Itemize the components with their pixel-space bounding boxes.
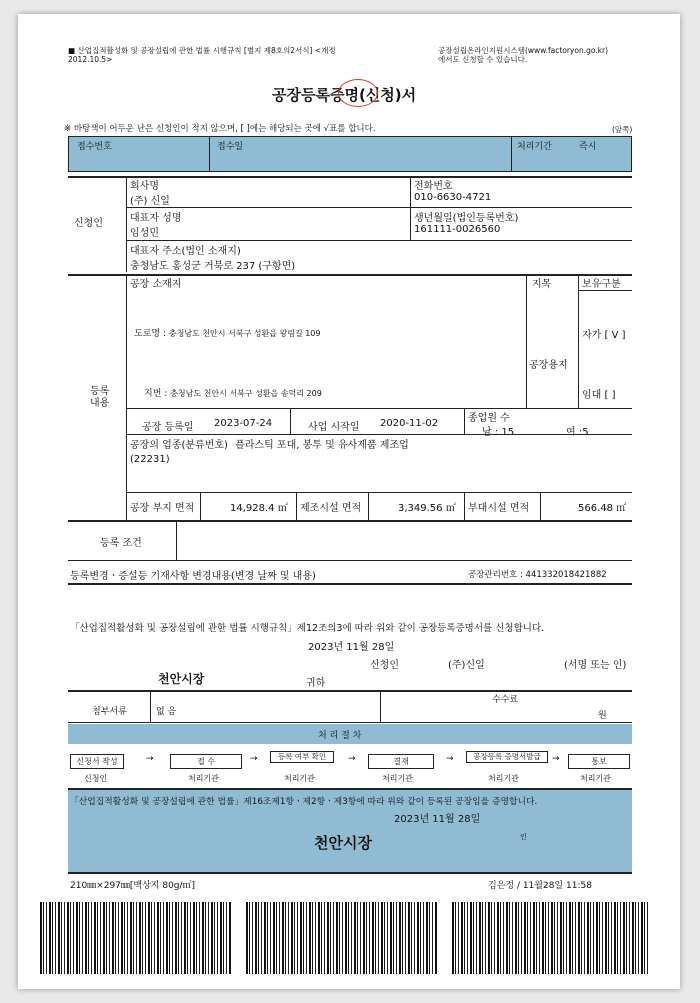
registration-conditions-label: 등록 조건 bbox=[100, 538, 142, 549]
land-category-value: 공장용지 bbox=[529, 360, 568, 371]
receipt-date-label: 접수일 bbox=[217, 142, 244, 152]
fee-unit: 원 bbox=[598, 711, 607, 721]
process-step-1-label: 신청서 작성 bbox=[76, 757, 118, 766]
registration-section-label bbox=[90, 386, 109, 410]
phone-label: 전화번호 bbox=[414, 181, 453, 192]
ownership-label: 보유구분 bbox=[582, 279, 621, 290]
application-date: 2023년 11월 28일 bbox=[308, 642, 395, 653]
receipt-number-label: 접수번호 bbox=[77, 142, 112, 152]
security-barcode-1 bbox=[40, 902, 232, 974]
industry-code: (22231) bbox=[130, 454, 170, 465]
instruction-note: ※ 바탕색이 어두운 난은 신청인이 적지 않으며, [ ]에는 해당되는 곳에 √표를 합니다. bbox=[64, 124, 376, 134]
address-value: 충청남도 홍성군 거북로 237 (구항면) bbox=[130, 261, 296, 272]
security-barcode-2 bbox=[246, 902, 438, 974]
issued-by-timestamp: 김은정 / 11월28일 11:58 bbox=[488, 881, 592, 891]
document-page bbox=[18, 14, 680, 989]
process-step-6 bbox=[568, 754, 630, 769]
applicant-sign-value: (주)신일 bbox=[448, 660, 485, 671]
road-address-label: 도로명 : bbox=[134, 329, 166, 339]
attachments-label: 첨부서류 bbox=[92, 707, 127, 717]
employees-label: 종업원 수 bbox=[468, 413, 510, 424]
form-legal-note bbox=[68, 46, 336, 64]
lot-address-label: 지번 : bbox=[144, 389, 168, 399]
site-area-label: 공장 부지 면적 bbox=[130, 503, 195, 514]
processing-period-label: 처리기간 bbox=[517, 142, 552, 152]
process-arrow-3: → bbox=[348, 754, 356, 764]
receipt-row bbox=[68, 136, 632, 172]
red-circle-mark bbox=[338, 79, 378, 107]
paper-spec: 210㎜×297㎜[백상지 80g/㎡] bbox=[70, 881, 196, 891]
process-actor-1: 신청인 bbox=[84, 774, 108, 783]
address-label: 대표자 주소(법인 소재지) bbox=[130, 246, 241, 257]
online-note bbox=[438, 46, 608, 64]
ownership-lease-checkbox: 임대 [ ] bbox=[582, 390, 616, 401]
phone-value: 010-6630-4721 bbox=[414, 192, 492, 203]
site-area-value: 14,928.4 ㎡ bbox=[230, 503, 288, 514]
road-address bbox=[134, 326, 321, 339]
industry-line bbox=[130, 436, 409, 451]
registration-label-2: 내용 bbox=[90, 398, 110, 409]
process-step-5 bbox=[466, 751, 548, 763]
registration-date-label: 공장 등록일 bbox=[142, 422, 194, 433]
title-prefix: 공장등록 bbox=[272, 86, 330, 104]
process-actor-3: 처리기관 bbox=[284, 774, 315, 783]
form-legal-note-line2: 2012.10.5> bbox=[68, 55, 113, 64]
industry-value: 플라스틱 포대, 봉투 및 유사제품 제조업 bbox=[235, 440, 409, 451]
ownership-own-checkbox: 자가 [ V ] bbox=[582, 330, 626, 341]
road-address-value: 충청남도 천안시 서북구 성환읍 왕림길 109 bbox=[168, 329, 321, 338]
company-name-label: 회사명 bbox=[130, 181, 159, 192]
fee-label: 수수료 bbox=[492, 695, 519, 705]
business-start-label: 사업 시작일 bbox=[308, 422, 360, 433]
title-suffix: (신청)서 bbox=[358, 86, 417, 104]
manufacturing-area-value: 3,349.56 ㎡ bbox=[398, 503, 456, 514]
factory-location-label: 공장 소재지 bbox=[130, 279, 182, 290]
process-step-4 bbox=[368, 754, 434, 769]
process-step-3-label: 등록 여부 확인 bbox=[277, 752, 327, 761]
lot-address bbox=[144, 386, 322, 399]
process-arrow-1: → bbox=[146, 754, 154, 764]
process-step-3 bbox=[270, 751, 334, 763]
certification-statement: 「산업집적활성화 및 공장설립에 관한 법률」제16조제1항ㆍ제2항ㆍ제3항에 따라 위와 같이 등록된 공장임을 증명합니다. bbox=[70, 797, 538, 807]
registration-date-value: 2023-07-24 bbox=[214, 418, 273, 429]
online-note-line1: 공장설립온라인지원시스템(www.factoryon.go.kr) bbox=[438, 46, 609, 55]
applicant-sign-label: 신청인 bbox=[370, 660, 399, 671]
process-arrow-2: → bbox=[250, 754, 258, 764]
sign-or-seal-label: (서명 또는 인) bbox=[564, 660, 627, 671]
attachments-value: 없 음 bbox=[156, 707, 177, 717]
industry-label: 공장의 업종(분류번호) bbox=[130, 440, 228, 451]
process-step-2 bbox=[170, 754, 242, 769]
process-actor-6: 처리기관 bbox=[580, 774, 611, 783]
seal-mark: 인 bbox=[520, 833, 527, 841]
process-actor-5: 처리기관 bbox=[488, 774, 519, 783]
auxiliary-area-value: 566.48 ㎡ bbox=[578, 503, 627, 514]
title-circled-word: 증명 bbox=[329, 86, 359, 104]
employees-female-value: 여 :5 bbox=[566, 427, 589, 438]
addressee-authority: 천안시장 bbox=[158, 672, 205, 686]
registration-label-1: 등록 bbox=[90, 386, 110, 397]
process-step-1 bbox=[70, 754, 124, 769]
lot-address-value: 충청남도 천안시 서북구 성환읍 송덕리 209 bbox=[170, 389, 322, 398]
process-arrow-5: → bbox=[552, 754, 560, 764]
birth-registration-label: 생년월일(법인등록번호) bbox=[414, 213, 519, 224]
representative-value: 임성민 bbox=[130, 228, 159, 239]
form-legal-note-line1: ■ 산업집적활성화 및 공장설립에 관한 법률 시행규칙 [별지 제8호의2서식] <개정 bbox=[68, 46, 336, 55]
auxiliary-area-label: 부대시설 면적 bbox=[468, 503, 530, 514]
process-step-4-label: 결재 bbox=[393, 757, 409, 766]
changes-label: 등록변경ㆍ증설등 기재사항 변경내용(변경 날짜 및 내용) bbox=[70, 571, 316, 582]
process-step-6-label: 통보 bbox=[591, 757, 607, 766]
page-side-label: (앞쪽) bbox=[612, 125, 633, 134]
company-name-value: (주) 신일 bbox=[130, 196, 170, 207]
factory-management-number: 공장관리번호 : 441332018421882 bbox=[468, 570, 607, 580]
processing-period-value: 즉시 bbox=[579, 142, 597, 152]
representative-label: 대표자 성명 bbox=[130, 213, 182, 224]
process-step-2-label: 접 수 bbox=[197, 757, 215, 766]
process-actor-2: 처리기관 bbox=[188, 774, 219, 783]
process-step-5-label: 공장등록 증명서발급 bbox=[473, 752, 541, 761]
manufacturing-area-label: 제조시설 면적 bbox=[300, 503, 362, 514]
application-statement: 「산업집적활성화 및 공장설립에 관한 법률 시행규칙」제12조의3에 따라 위와 같이 공장등록증명서를 신청합니다. bbox=[70, 623, 545, 634]
issuing-authority: 천안시장 bbox=[314, 834, 372, 852]
process-title: 처 리 절 차 bbox=[318, 731, 362, 741]
security-barcode-3 bbox=[452, 902, 648, 974]
employees-male-value: 남 : 15 bbox=[482, 427, 515, 438]
certification-date: 2023년 11월 28일 bbox=[394, 814, 481, 825]
business-start-value: 2020-11-02 bbox=[380, 418, 439, 429]
online-note-line2: 에서도 신청할 수 있습니다. bbox=[438, 55, 528, 64]
process-arrow-4: → bbox=[446, 754, 454, 764]
process-actor-4: 처리기관 bbox=[382, 774, 413, 783]
birth-registration-value: 161111-0026560 bbox=[414, 224, 501, 235]
land-category-label: 지목 bbox=[532, 279, 552, 290]
addressee-honorific: 귀하 bbox=[306, 678, 326, 689]
applicant-section-label: 신청인 bbox=[74, 218, 103, 229]
